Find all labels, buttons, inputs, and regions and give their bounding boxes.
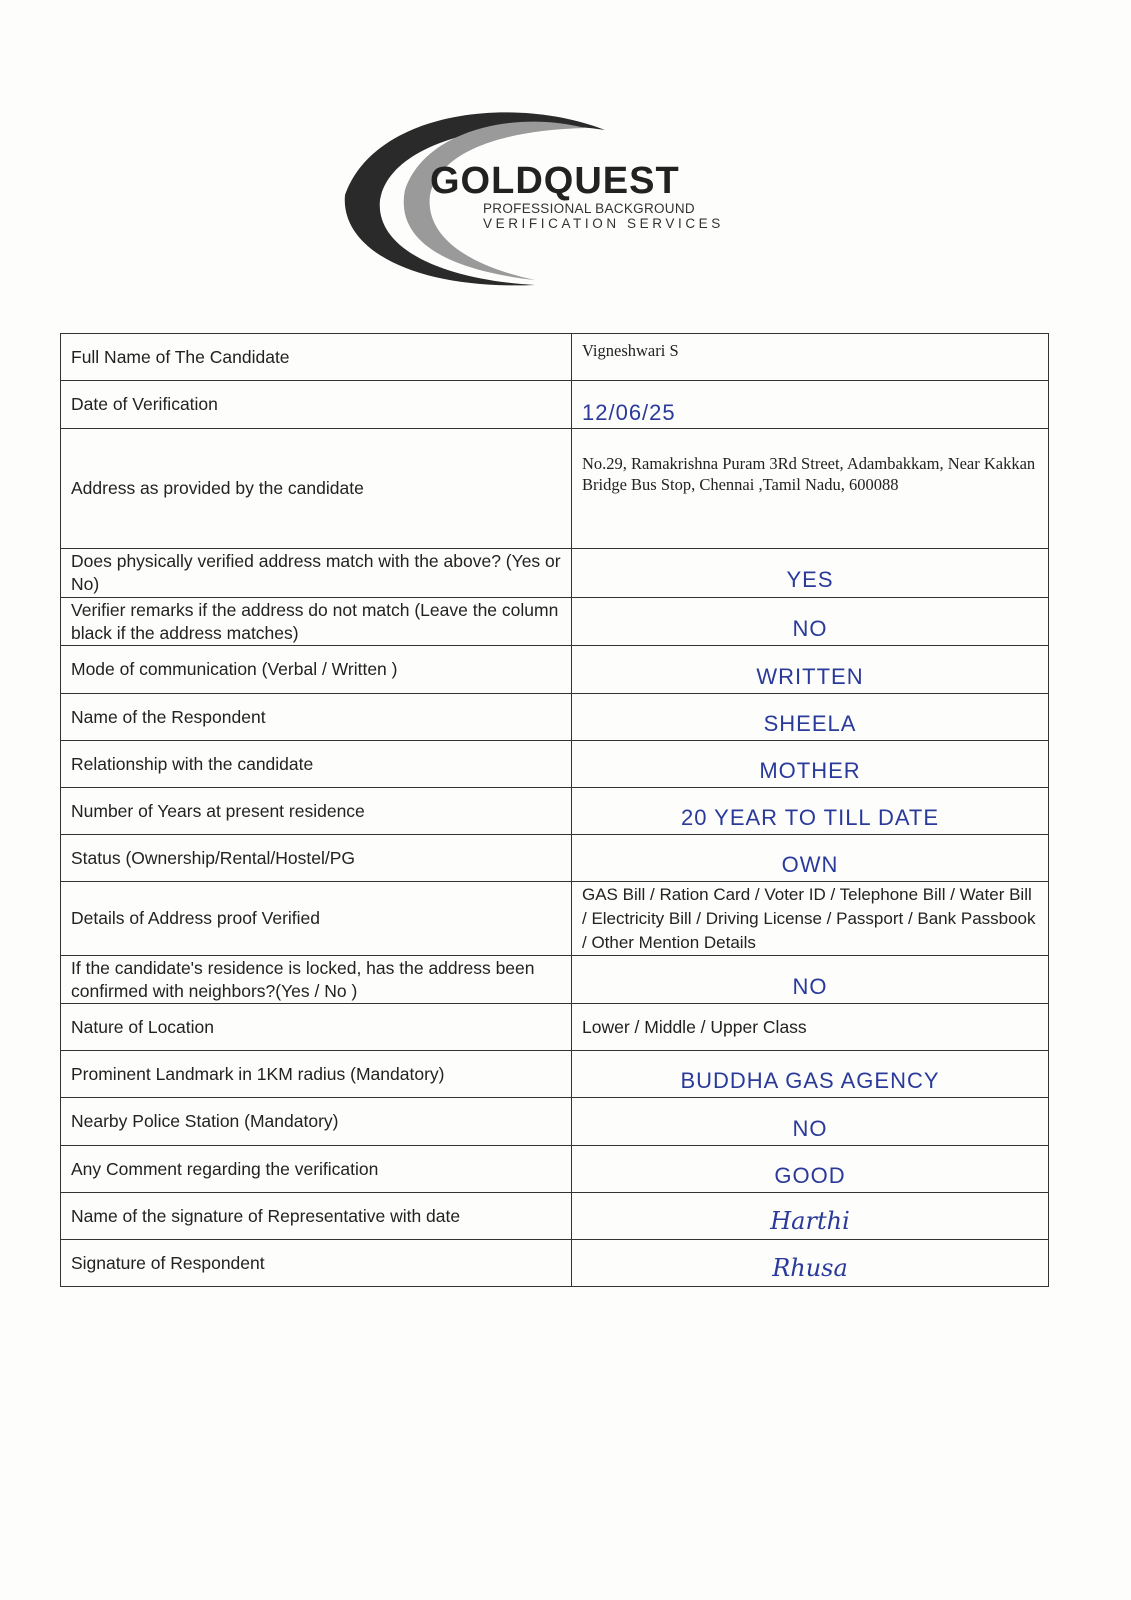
field-label: Nature of Location <box>61 1004 572 1051</box>
field-label: Details of Address proof Verified <box>61 882 572 956</box>
field-label: Mode of communication (Verbal / Written ) <box>61 646 572 694</box>
field-label: Prominent Landmark in 1KM radius (Mandatory) <box>61 1051 572 1098</box>
table-row <box>61 598 1049 646</box>
table-row <box>61 1146 1049 1193</box>
table-row <box>61 882 1049 956</box>
verification-date: 12/06/25 <box>582 399 676 425</box>
field-label: Name of the Respondent <box>61 694 572 741</box>
field-label: Full Name of The Candidate <box>61 334 572 381</box>
table-row <box>61 549 1049 598</box>
table-row <box>61 741 1049 788</box>
table-row <box>61 429 1049 549</box>
field-label: Does physically verified address match with the above? (Yes or No) <box>61 549 572 598</box>
table-row <box>61 1098 1049 1146</box>
address-proof-options: GAS Bill / Ration Card / Voter ID / Telephone Bill / Water Bill / Electricity Bill / Driving License / Passport / Bank Passbook / Other Mention Details <box>582 884 1036 952</box>
location-nature: Lower / Middle / Upper Class <box>572 1004 1049 1051</box>
field-label: Address as provided by the candidate <box>61 429 572 549</box>
field-label: Relationship with the candidate <box>61 741 572 788</box>
table-row <box>61 835 1049 882</box>
table-row <box>61 1240 1049 1287</box>
field-label: Number of Years at present residence <box>61 788 572 835</box>
logo-tagline-1: PROFESSIONAL BACKGROUND <box>483 201 695 216</box>
verifier-remarks: NO <box>792 615 828 641</box>
field-label: Date of Verification <box>61 381 572 429</box>
table-row <box>61 1051 1049 1098</box>
years-at-residence: 20 YEAR TO TILL DATE <box>680 805 940 830</box>
field-label: Name of the signature of Representative with date <box>61 1193 572 1240</box>
representative-signature: Harthi <box>770 1207 850 1235</box>
respondent-name: SHEELA <box>763 711 857 736</box>
table-row <box>61 334 1049 381</box>
field-label: Verifier remarks if the address do not match (Leave the column black if the address matches) <box>61 598 572 646</box>
candidate-name: Vigneshwari S <box>582 341 679 360</box>
relationship: MOTHER <box>759 758 861 783</box>
respondent-signature: Rhusa <box>772 1254 848 1282</box>
verification-comment: GOOD <box>774 1163 846 1188</box>
table-row <box>61 1193 1049 1240</box>
table-row <box>61 956 1049 1004</box>
field-label: Status (Ownership/Rental/Hostel/PG <box>61 835 572 882</box>
neighbor-confirmation: NO <box>792 973 828 999</box>
table-row <box>61 694 1049 741</box>
address-match-answer: YES <box>786 567 834 592</box>
residence-status: OWN <box>781 852 839 877</box>
police-station: NO <box>792 1115 828 1141</box>
logo-tagline-2: VERIFICATION SERVICES <box>483 216 724 231</box>
table-row <box>61 1004 1049 1051</box>
prominent-landmark: BUDDHA GAS AGENCY <box>680 1068 940 1093</box>
communication-mode: WRITTEN <box>756 663 864 689</box>
field-label: Signature of Respondent <box>61 1240 572 1287</box>
candidate-address: No.29, Ramakrishna Puram 3Rd Street, Adambakkam, Near Kakkan Bridge Bus Stop, Chennai ,Tamil Nadu, 600088 <box>582 454 1036 494</box>
table-row <box>61 381 1049 429</box>
verification-form-table <box>60 333 1049 1287</box>
table-row <box>61 646 1049 694</box>
field-label: If the candidate's residence is locked, has the address been confirmed with neighbors?(Yes / No ) <box>61 956 572 1004</box>
field-label: Nearby Police Station (Mandatory) <box>61 1098 572 1146</box>
logo-name: GOLDQUEST <box>430 160 680 202</box>
table-row <box>61 788 1049 835</box>
field-label: Any Comment regarding the verification <box>61 1146 572 1193</box>
